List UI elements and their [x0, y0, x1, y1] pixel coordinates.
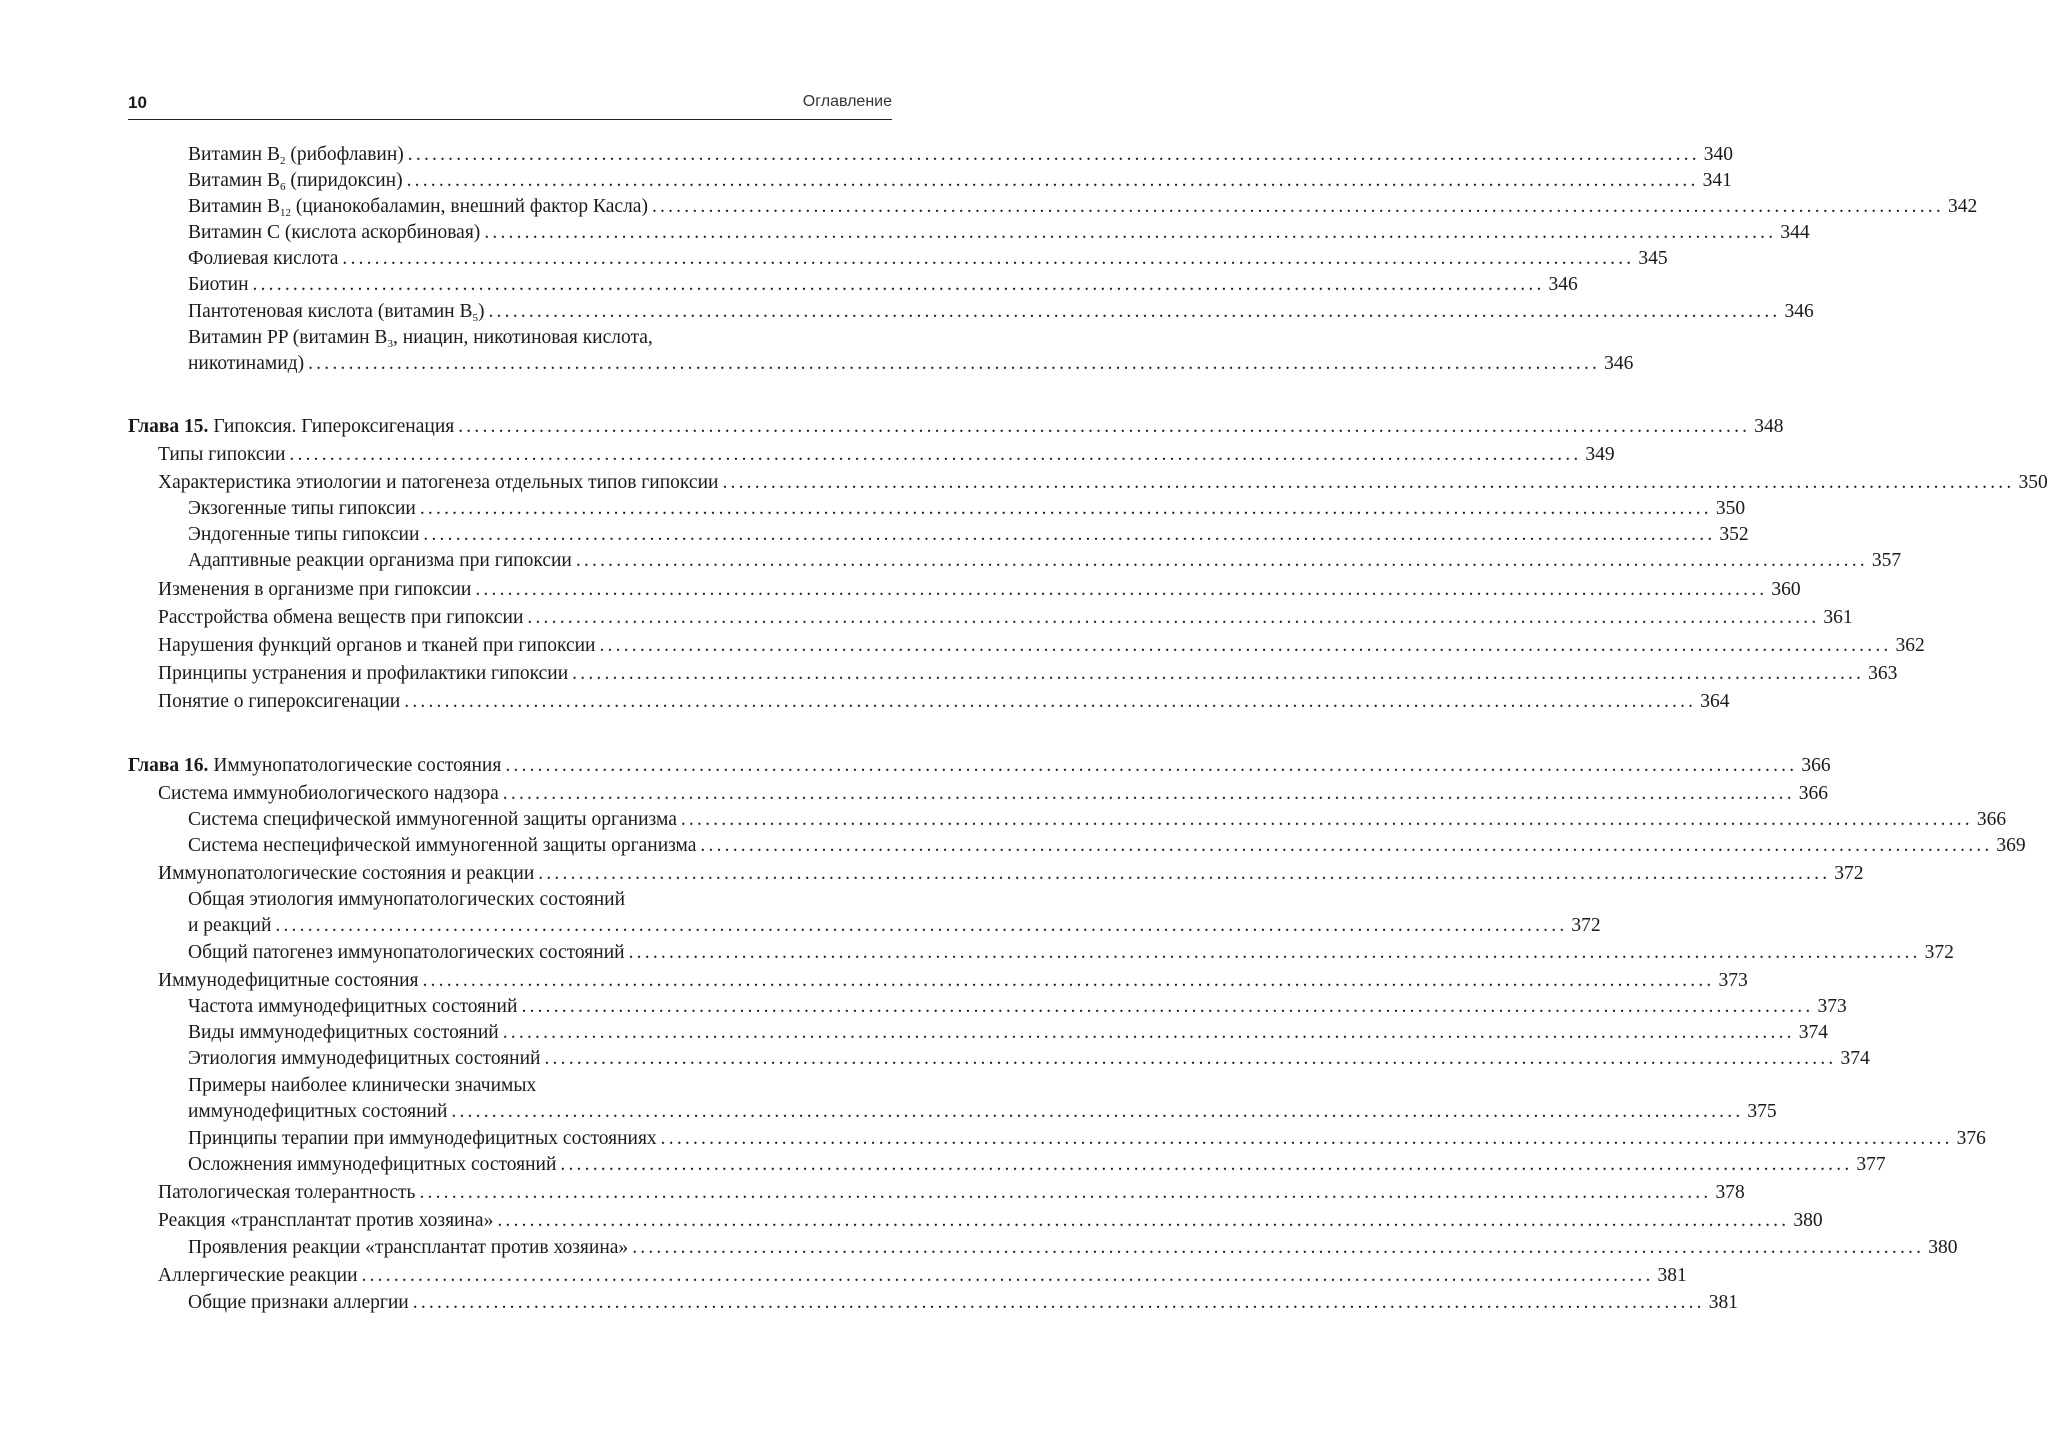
- toc-entry[interactable]: Система иммунобиологического надзора ................................................................................................................................................................ 366: [158, 781, 885, 807]
- dot-leader: ................................................................................................................................................................: [660, 1128, 1953, 1149]
- toc-entry-pantothenic-acid[interactable]: Пантотеновая кислота (витамин $B_5$) ................................................................................................................................................................ 346: [188, 301, 1814, 324]
- toc-entry[interactable]: Виды иммунодефицитных состояний ................................................................................................................................................................ 374: [188, 1020, 885, 1046]
- page-ref: 342: [1947, 196, 1978, 217]
- dot-leader: ................................................................................................................................................................: [538, 863, 1831, 884]
- toc-entry[interactable]: Типы гипоксии ................................................................................................................................................................ 349: [158, 442, 885, 468]
- toc-entry-line1[interactable]: Примеры наиболее клинически значимых: [188, 1075, 537, 1096]
- page-ref: 366: [1798, 783, 1829, 804]
- dot-leader: ................................................................................................................................................................: [628, 942, 1921, 963]
- toc-entry-biotin[interactable]: Биотин ................................................................................................................................................................ 346: [188, 272, 885, 298]
- page-ref: 346: [1784, 301, 1814, 322]
- page-ref: 374: [1798, 1022, 1828, 1043]
- page-ref: 350: [1715, 498, 1746, 519]
- toc-entry[interactable]: Понятие о гипероксигенации ................................................................................................................................................................ 364: [158, 689, 885, 715]
- dot-leader: ................................................................................................................................................................: [458, 416, 1751, 437]
- dot-leader: ................................................................................................................................................................: [502, 1022, 1795, 1043]
- page-ref: 363: [1868, 663, 1898, 684]
- dot-leader: ................................................................................................................................................................: [544, 1048, 1837, 1069]
- dot-leader: ................................................................................................................................................................: [497, 1210, 1790, 1231]
- toc-entry-vitamin-b2[interactable]: Витамин $B_2$ (рибофлавин) ................................................................................................................................................................ 340: [188, 144, 1734, 167]
- dot-leader: ................................................................................................................................................................: [407, 144, 1700, 165]
- page-ref: 348: [1754, 416, 1784, 437]
- dot-leader: ................................................................................................................................................................: [423, 524, 1716, 545]
- toc-entry-vitamin-c[interactable]: Витамин C (кислота аскорбиновая) ................................................................................................................................................................ 344: [188, 220, 885, 246]
- toc-chapter-15[interactable]: Глава 15. Гипоксия. Гипероксигенация ................................................................................................................................................................ 348: [128, 414, 885, 440]
- toc-entry[interactable]: Этиология иммунодефицитных состояний ................................................................................................................................................................ 374: [188, 1046, 885, 1072]
- page-ref: 376: [1956, 1128, 1986, 1149]
- dot-leader: ................................................................................................................................................................: [599, 635, 1892, 656]
- dot-leader: ................................................................................................................................................................: [680, 809, 1973, 830]
- dot-leader: ................................................................................................................................................................: [572, 663, 1865, 684]
- page-ref: 375: [1747, 1101, 1777, 1122]
- dot-leader: ................................................................................................................................................................: [275, 915, 1568, 936]
- page-ref: 374: [1840, 1048, 1870, 1069]
- toc-entry[interactable]: иммунодефицитных состояний ................................................................................................................................................................ 375: [188, 1099, 885, 1125]
- page-ref: 372: [1834, 863, 1864, 884]
- page-ref: 372: [1924, 942, 1954, 963]
- page-ref: 381: [1708, 1292, 1738, 1313]
- toc-entry[interactable]: Система специфической иммуногенной защиты организма ................................................................................................................................................................ 366: [188, 807, 885, 833]
- page-ref: 346: [1548, 274, 1578, 295]
- dot-leader: ................................................................................................................................................................: [651, 196, 1944, 217]
- toc-entry[interactable]: Осложнения иммунодефицитных состояний ................................................................................................................................................................ 377: [188, 1152, 885, 1178]
- toc-entry[interactable]: Характеристика этиологии и патогенеза отдельных типов гипоксии ................................................................................................................................................................ 350: [158, 470, 885, 496]
- dot-leader: ................................................................................................................................................................: [527, 607, 1820, 628]
- toc-entry[interactable]: и реакций ................................................................................................................................................................ 372: [188, 913, 885, 939]
- dot-leader: ................................................................................................................................................................: [502, 783, 1795, 804]
- toc-entry-folic-acid[interactable]: Фолиевая кислота ................................................................................................................................................................ 345: [188, 246, 885, 272]
- dot-leader: ................................................................................................................................................................: [505, 755, 1798, 776]
- toc-entry[interactable]: Экзогенные типы гипоксии ................................................................................................................................................................ 350: [188, 496, 885, 522]
- page-number: 10: [128, 93, 147, 112]
- dot-leader: ................................................................................................................................................................: [422, 970, 1715, 991]
- toc-entry[interactable]: Расстройства обмена веществ при гипоксии ................................................................................................................................................................ 361: [158, 605, 885, 631]
- toc-entry[interactable]: Изменения в организме при гипоксии ................................................................................................................................................................ 360: [158, 577, 885, 603]
- toc-entry[interactable]: Реакция «трансплантат против хозяина» ................................................................................................................................................................ 380: [158, 1208, 885, 1234]
- toc-entry[interactable]: Общий патогенез иммунопатологических состояний ................................................................................................................................................................ 372: [188, 940, 885, 966]
- dot-leader: ................................................................................................................................................................: [521, 996, 1814, 1017]
- page-ref: 360: [1771, 579, 1801, 600]
- toc-entry[interactable]: Принципы устранения и профилактики гипоксии ................................................................................................................................................................ 363: [158, 661, 885, 687]
- page-ref: 366: [1976, 809, 2007, 830]
- page-ref: 380: [1928, 1237, 1958, 1258]
- toc-entry[interactable]: Иммунодефицитные состояния ................................................................................................................................................................ 373: [158, 968, 885, 994]
- dot-leader: ................................................................................................................................................................: [632, 1237, 1925, 1258]
- toc-entry[interactable]: Патологическая толерантность ................................................................................................................................................................ 378: [158, 1180, 885, 1206]
- page-ref: 369: [1996, 835, 2026, 856]
- toc-entry-vitamin-b12[interactable]: Витамин $B_{12}$ (цианокобаламин, внешний фактор Касла) ................................................................................................................................................................ 342: [188, 196, 1978, 219]
- dot-leader: ................................................................................................................................................................: [252, 274, 1545, 295]
- dot-leader: ................................................................................................................................................................: [361, 1265, 1654, 1286]
- page-ref: 345: [1638, 248, 1668, 269]
- toc-entry-vitamin-pp-line1[interactable]: Витамин PP (витамин $B_3$, ниацин, никотиновая кислота,: [188, 327, 653, 350]
- toc-entry[interactable]: Система неспецифической иммуногенной защиты организма ................................................................................................................................................................ 369: [188, 833, 885, 859]
- page-ref: 344: [1780, 222, 1810, 243]
- page-ref: 378: [1715, 1182, 1745, 1203]
- dot-leader: ................................................................................................................................................................: [406, 170, 1699, 191]
- dot-leader: ................................................................................................................................................................: [412, 1292, 1705, 1313]
- dot-leader: ................................................................................................................................................................: [404, 691, 1697, 712]
- page-ref: 373: [1817, 996, 1847, 1017]
- dot-leader: ................................................................................................................................................................: [575, 550, 1868, 571]
- dot-leader: ................................................................................................................................................................: [451, 1101, 1744, 1122]
- toc-entry[interactable]: Проявления реакции «трансплантат против хозяина» ................................................................................................................................................................ 380: [188, 1235, 885, 1261]
- page-ref: 362: [1895, 635, 1925, 656]
- page-ref: 346: [1604, 353, 1634, 374]
- page-ref: 366: [1801, 755, 1831, 776]
- toc-entry[interactable]: Иммунопатологические состояния и реакции ................................................................................................................................................................ 372: [158, 861, 885, 887]
- page-ref: 350: [2018, 472, 2048, 493]
- dot-leader: ................................................................................................................................................................: [560, 1154, 1853, 1175]
- toc-entry[interactable]: Принципы терапии при иммунодефицитных состояниях ................................................................................................................................................................ 376: [188, 1126, 885, 1152]
- page-ref: 357: [1871, 550, 1902, 571]
- page-ref: 361: [1823, 607, 1853, 628]
- dot-leader: ................................................................................................................................................................: [308, 353, 1601, 374]
- dot-leader: ................................................................................................................................................................: [419, 1182, 1712, 1203]
- dot-leader: ................................................................................................................................................................: [722, 472, 2015, 493]
- toc-entry-line1[interactable]: Общая этиология иммунопатологических состояний: [188, 889, 626, 910]
- page-ref: 352: [1719, 524, 1749, 545]
- toc-entry[interactable]: Аллергические реакции ................................................................................................................................................................ 381: [158, 1263, 885, 1289]
- running-title: Оглавление: [802, 93, 892, 110]
- page-ref: 340: [1703, 144, 1734, 165]
- toc-entry-vitamin-b6[interactable]: Витамин $B_6$ (пиридоксин) ................................................................................................................................................................ 341: [188, 170, 1732, 193]
- toc-entry[interactable]: Общие признаки аллергии ................................................................................................................................................................ 381: [188, 1290, 885, 1316]
- page-header: [128, 93, 892, 120]
- page-ref: 364: [1700, 691, 1730, 712]
- page-ref: 377: [1856, 1154, 1886, 1175]
- page-ref: 372: [1571, 915, 1601, 936]
- toc-entry[interactable]: Эндогенные типы гипоксии ................................................................................................................................................................ 352: [188, 522, 885, 548]
- page-ref: 381: [1657, 1265, 1687, 1286]
- page-ref: 349: [1585, 444, 1615, 465]
- page-ref: 373: [1718, 970, 1748, 991]
- dot-leader: ................................................................................................................................................................: [289, 444, 1582, 465]
- toc-chapter-16[interactable]: Глава 16. Иммунопатологические состояния ................................................................................................................................................................ 366: [128, 753, 885, 779]
- page-ref: 380: [1793, 1210, 1823, 1231]
- dot-leader: ................................................................................................................................................................: [475, 579, 1768, 600]
- toc-entry-vitamin-pp[interactable]: никотинамид) ................................................................................................................................................................ 346: [188, 351, 885, 377]
- dot-leader: ................................................................................................................................................................: [484, 222, 1777, 243]
- page-ref: 341: [1702, 170, 1732, 191]
- toc-entry[interactable]: Адаптивные реакции организма при гипоксии ................................................................................................................................................................ 357: [188, 548, 885, 574]
- dot-leader: ................................................................................................................................................................: [419, 498, 1712, 519]
- dot-leader: ................................................................................................................................................................: [342, 248, 1635, 269]
- toc-entry[interactable]: Нарушения функций органов и тканей при гипоксии ................................................................................................................................................................ 362: [158, 633, 885, 659]
- dot-leader: ................................................................................................................................................................: [700, 835, 1993, 856]
- dot-leader: ................................................................................................................................................................: [488, 301, 1781, 322]
- toc-entry[interactable]: Частота иммунодефицитных состояний ................................................................................................................................................................ 373: [188, 994, 885, 1020]
